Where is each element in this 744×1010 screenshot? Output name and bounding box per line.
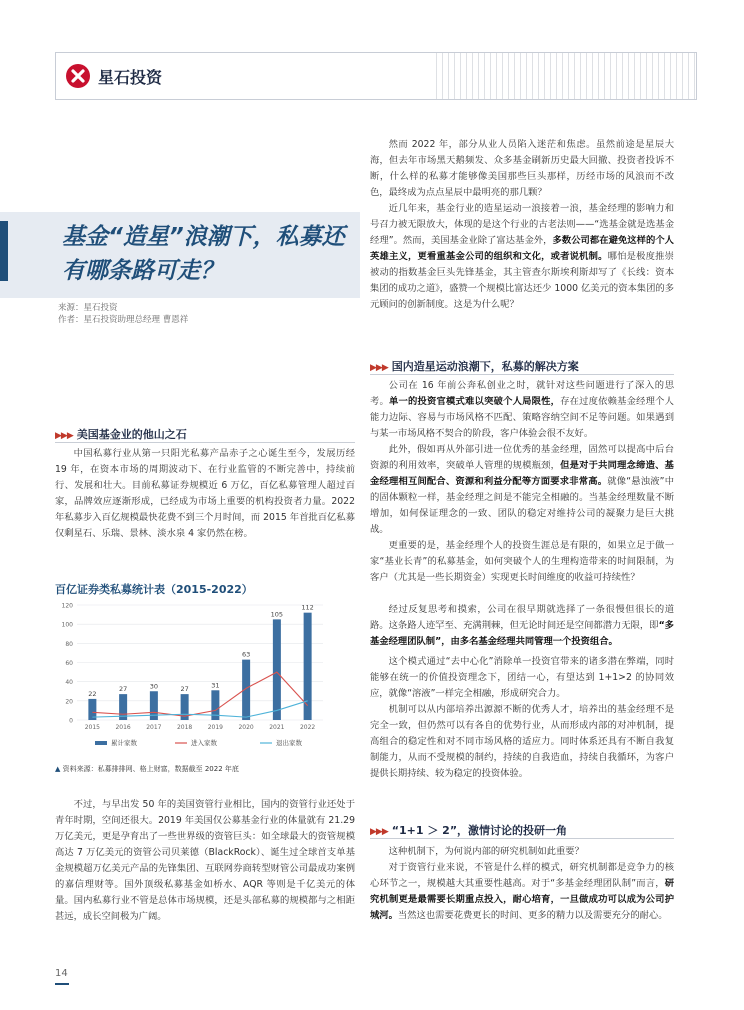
paragraph: 近几年来，基金行业的造星运动一浪接着一浪，基金经理的影响力和号召力被无限放大，体现的是这个行业的古老法则——“选基金就是选基金经理”。然而，美国基金业除了富达基金外，多数公司都在避免这样的个人英雄主义，更看重基金公司的组织和文化，或者说机制。哪怕是极度推崇被动的指数基金巨头先锋基金，其主管查尔斯埃利斯却写了《长线：资本集团的成功之道》，盛赞一个规模比富达还少 1000 亿美元的资本集团的多元顾问的创新制度。这是为什么呢？ [370, 203, 674, 310]
bar-value-label: 31 [211, 681, 220, 690]
y-tick-label: 60 [65, 660, 73, 667]
divider [370, 374, 674, 375]
y-tick-label: 120 [61, 602, 73, 610]
bar-value-label: 112 [301, 603, 314, 612]
bar-value-label: 105 [270, 610, 284, 619]
bar [273, 619, 281, 720]
y-tick-label: 100 [61, 621, 73, 629]
article-title: 基金“造星”浪潮下，私募还有哪条路可走？ [62, 224, 345, 284]
paragraph: 公司在 16 年前公奔私创业之时，就针对这些问题进行了深入的思考。单一的投资官模式难以突破个人局限性，存在过度依赖基金经理个人能力边际、容易与市场风格不匹配、策略容纳空间不足等问题。如果遇到与某一市场风格不契合的阶段，客户体验会很不友好。 [370, 380, 674, 439]
paragraph: 对于资管行业来说，不管是什么样的模式，研究机制都是竞争力的核心环节之一，规模越大其重要性越高。对于“多基金经理团队制”而言，研究机制更是最需要长期重点投入，耐心培育，一旦做成功可以成为公司护城河。当然这也需要花费更长的时间、更多的精力以及需要充分的耐心。 [370, 862, 674, 921]
paragraph: 中国私募行业从第一只阳光私募产品赤子之心诞生至今，发展历经 19 年，在资本市场的周期波动下、在行业监管的不断完善中，持续前行、发展和壮大。目前私募证券规模近 6 万亿，百亿私募管理人超过百家，品牌效应逐渐形成，已经成为市场上重要的机构投资者力量。2022 年私募步入百亿规模最快花费不到三个月时间，而 2015 年首批百亿私募仅剩星石、乐瑞、景林、淡水泉 4 家仍然在榜。 [55, 448, 355, 539]
bar-value-label: 22 [88, 689, 97, 698]
triple-arrow-icon: ▶▶▶ [370, 827, 388, 837]
bar-value-label: 27 [180, 685, 189, 694]
legend-label: 退出家数 [276, 739, 302, 747]
article-source: 来源：星石投资 [58, 303, 118, 313]
article-author: 作者：星石投资助理总经理 曹恩祥 [58, 315, 189, 325]
section-heading-2: ▶▶▶ 国内造星运动浪潮下，私募的解决方案 [370, 360, 579, 373]
title-accent-bar [0, 221, 8, 281]
bar [304, 613, 312, 720]
x-tick-label: 2017 [146, 724, 162, 731]
header-decoration [436, 53, 696, 99]
legend-label: 进入家数 [191, 739, 217, 747]
paragraph: 不过，与早出发 50 年的美国资管行业相比，国内的资管行业还处于青年时期，空间还很大。2019 年美国仅公募基金行业的体量就有 21.29 万亿美元，更是孕育出了一些世界级的资管巨头：如全球最大的资管规模高达 7 万亿美元的资管公司贝莱德（BlackRock）、诞生过全球首支单基金规模超万亿美元产品的先锋集团、互联网券商转型财管公司最成功案例的嘉信理财等。国外顶级私募基金如桥水、AQR 等则是千亿美元的体量。国内私募行业不管是总体市场规模，还是头部私募的规模都与之相距甚远，成长空间极为广阔。 [55, 799, 355, 922]
chart-source: ▲ 资料来源：私募排排网、格上财富，数据截至 2022 年底 [55, 765, 239, 773]
x-tick-label: 2020 [238, 724, 254, 731]
x-tick-label: 2015 [84, 724, 101, 731]
header-bar [55, 52, 697, 100]
x-tick-label: 2018 [176, 724, 193, 731]
section-heading-3: ▶▶▶ “1+1 ＞ 2”，激情讨论的投研一角 [370, 824, 568, 837]
x-tick-label: 2019 [207, 724, 224, 731]
chart-title: 百亿证券类私募统计表（2015-2022） [55, 583, 253, 596]
bar-chart [55, 597, 345, 757]
section-heading-1: ▶▶▶ 美国基金业的他山之石 [55, 428, 187, 441]
divider [370, 838, 674, 839]
paragraph: 机制可以从内部培养出源源不断的优秀人才，培养出的基金经理不是完全一致，但仍然可以有各自的优势行业，从而形成内部的对冲机制，提高组合的稳定性和对不同市场风格的适应力。同时体系还具有不断自我复制能力，从而不受规模的制约，持续的自我造血，持续自我循环，为客户提供长期持续、较为稳定的投资体验。 [370, 704, 674, 779]
y-tick-label: 20 [65, 698, 73, 706]
brand-name: 星石投资 [98, 68, 163, 87]
x-tick-label: 2016 [115, 724, 131, 731]
paragraph: 然而 2022 年，部分从业人员陷入迷茫和焦虑。虽然前途是星辰大海，但去年市场黑天鹅频发、众多基金刷新历史最大回撤、投资者投诉不断，什么样的私募才能够像美国那些巨头那样，历经市场的风浪而不改色，最终成为点点星辰中最明亮的那几颗？ [370, 139, 674, 198]
legend-label: 累计家数 [111, 739, 137, 747]
x-tick-label: 2022 [299, 724, 316, 731]
y-tick-label: 0 [69, 717, 73, 725]
paragraph: 这个模式通过“去中心化”消除单一投资官带来的诸多潜在弊端，同时能够在统一的价值投资理念下，团结一心，有望达到 1+1>2 的协同效应，就像“溶液”一样完全相融，形成研究合力。 [370, 656, 674, 699]
page-number-underline [55, 983, 69, 985]
bar-value-label: 27 [118, 685, 128, 694]
y-tick-label: 80 [65, 640, 73, 648]
divider [55, 442, 355, 443]
bar-value-label: 63 [241, 650, 251, 659]
article-meta [58, 302, 188, 326]
page-number: 14 [55, 968, 68, 979]
paragraph: 此外，假如再从外部引进一位优秀的基金经理，固然可以提高中后台资源的利用效率，突破单人管理的规模瓶颈，但是对于共同理念缔造、基金经理相互间配合、资源和利益分配等方面要求非常高。就像“悬浊液”中的固体颗粒一样，基金经理之间是不能完全相融的。当基金经理数量不断增加，如何保证理念的一致、团队的稳定对维持公司的凝聚力是巨大挑战。 [370, 444, 674, 535]
brand-logo-icon [66, 64, 90, 88]
y-tick-label: 40 [65, 679, 73, 687]
paragraph: 更重要的是，基金经理个人的投资生涯总是有限的，如果立足于做一家“基业长青”的私募基金，如何突破个人的生理构造带来的时间限制，为客户（尤其是一些长期资金）实现更长时间维度的收益可持续性？ [370, 540, 674, 583]
triple-arrow-icon: ▶▶▶ [370, 363, 388, 373]
paragraph: 这种机制下，为何说内部的研究机制如此重要？ [388, 846, 584, 857]
triple-arrow-icon: ▶▶▶ [55, 431, 73, 441]
bar-value-label: 30 [149, 682, 159, 691]
x-tick-label: 2021 [269, 724, 285, 731]
paragraph: 经过反复思考和摸索，公司在很早期就选择了一条很慢但很长的道路。这条路人迹罕至、充满荆棘，但无论时间还是空间都潜力无限，即“多基金经理团队制”，由多名基金经理共同管理一个投资组合。 [370, 604, 674, 647]
legend-swatch [95, 741, 107, 745]
